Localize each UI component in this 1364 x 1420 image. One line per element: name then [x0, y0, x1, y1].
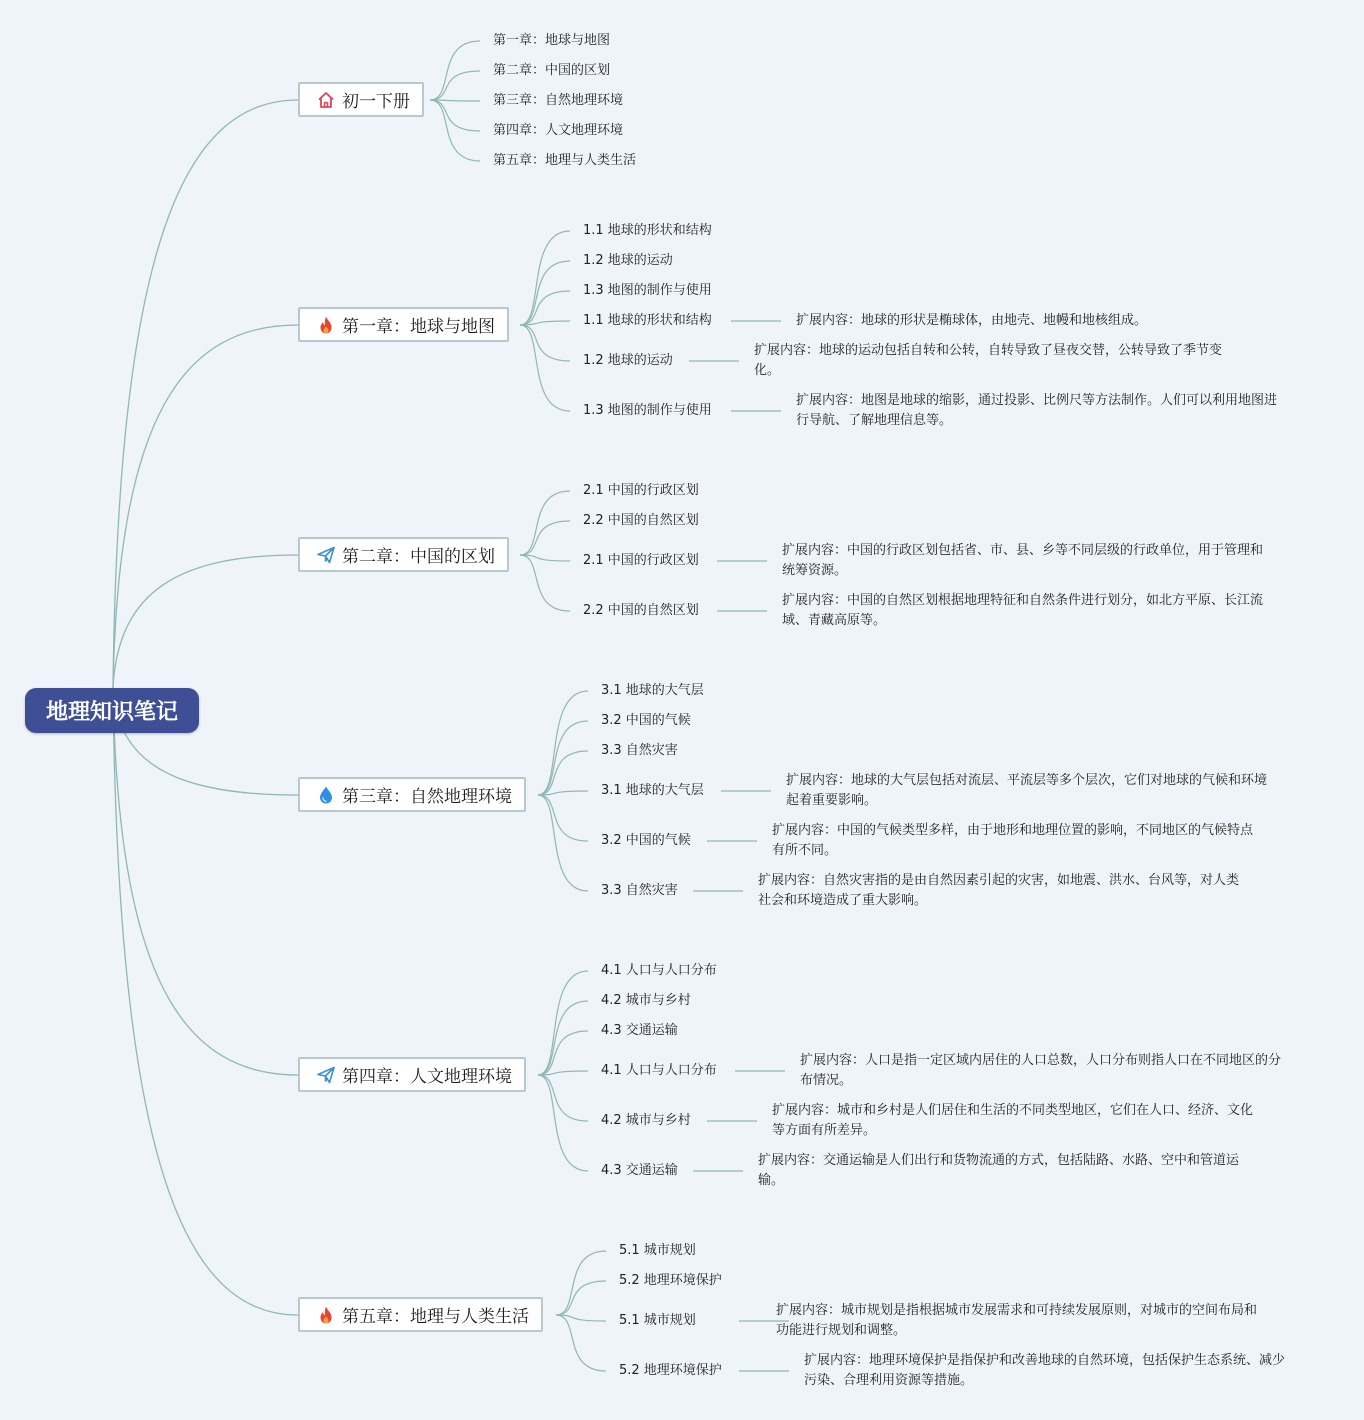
topic-item[interactable]: 4.1 人口与人口分布 [601, 963, 717, 978]
topic-item[interactable]: 第四章：人文地理环境 [493, 123, 624, 138]
home-icon [316, 90, 336, 110]
fire-icon [316, 1305, 336, 1325]
extension-note[interactable]: 扩展内容：中国的自然区划根据地理特征和自然条件进行划分，如北方平原、长江流域、青藏高原等。 [782, 593, 1264, 628]
extension-note[interactable]: 扩展内容：中国的气候类型多样，由于地形和地理位置的影响，不同地区的气候特点有所不同。 [772, 823, 1254, 858]
topic-item[interactable]: 1.1 地球的形状和结构 [583, 223, 712, 238]
topic-connector [520, 261, 570, 325]
extension-note[interactable]: 扩展内容：中国的行政区划包括省、市、县、乡等不同层级的行政单位，用于管理和统筹资源。 [782, 543, 1264, 578]
topic-connector [538, 1075, 588, 1121]
topic-item[interactable]: 3.3 自然灾害 [601, 743, 678, 758]
detail-topic[interactable]: 3.1 地球的大气层 [601, 783, 704, 798]
branch-label: 第一章：地球与地图 [342, 317, 495, 337]
topic-connector [520, 555, 570, 611]
branch-chapter-3[interactable] [298, 777, 526, 812]
branch-connector [113, 688, 298, 1075]
branch-connector [113, 555, 298, 688]
detail-topic[interactable]: 4.1 人口与人口分布 [601, 1063, 717, 1078]
topic-connector [556, 1251, 606, 1315]
detail-topic[interactable]: 5.2 地理环境保护 [619, 1363, 722, 1378]
topic-connector [520, 491, 570, 555]
extension-note[interactable]: 扩展内容：城市和乡村是人们居住和生活的不同类型地区，它们在人口、经济、文化等方面有所差异。 [772, 1103, 1254, 1138]
paper-plane-icon [316, 545, 336, 565]
root-topic[interactable]: 地理知识笔记 [25, 688, 199, 733]
extension-note[interactable]: 扩展内容：交通运输是人们出行和货物流通的方式，包括陆路、水路、空中和管道运输。 [758, 1153, 1240, 1188]
topic-item[interactable]: 5.1 城市规划 [619, 1243, 696, 1258]
topic-item[interactable]: 3.2 中国的气候 [601, 713, 691, 728]
topic-connector [520, 231, 570, 325]
detail-topic[interactable]: 1.3 地图的制作与使用 [583, 403, 712, 418]
branch-chapter-1[interactable] [298, 307, 509, 342]
detail-topic[interactable]: 3.3 自然灾害 [601, 883, 678, 898]
branch-label: 第五章：地理与人类生活 [342, 1307, 529, 1327]
detail-topic[interactable]: 1.1 地球的形状和结构 [583, 313, 712, 328]
fire-icon [316, 315, 336, 335]
topic-connector [538, 795, 588, 891]
topic-connector [538, 721, 588, 795]
detail-topic[interactable]: 2.2 中国的自然区划 [583, 603, 699, 618]
branch-connector [113, 688, 298, 1315]
topic-connector [538, 1075, 588, 1171]
branch-label: 第二章：中国的区划 [342, 547, 495, 567]
topic-connector [430, 100, 480, 131]
topic-connector [538, 751, 588, 795]
topic-connector [556, 1281, 606, 1315]
paper-plane-icon [316, 1065, 336, 1085]
extension-note[interactable]: 扩展内容：地球的运动包括自转和公转，自转导致了昼夜交替，公转导致了季节变化。 [754, 343, 1223, 378]
detail-topic[interactable]: 2.1 中国的行政区划 [583, 553, 699, 568]
topic-connector [538, 795, 588, 841]
extension-note[interactable]: 扩展内容：地球的大气层包括对流层、平流层等多个层次，它们对地球的气候和环境起着重要影响。 [786, 773, 1268, 808]
topic-item[interactable]: 第五章：地理与人类生活 [493, 153, 637, 168]
extension-note[interactable]: 扩展内容：地理环境保护是指保护和改善地球的自然环境，包括保护生态系统、减少污染、合理利用资源等措施。 [804, 1353, 1286, 1388]
topic-connector [538, 691, 588, 795]
topic-item[interactable]: 第三章：自然地理环境 [493, 93, 624, 108]
branch-label: 初一下册 [342, 92, 410, 112]
topic-connector [538, 971, 588, 1075]
topic-connector [520, 325, 570, 411]
branch-connector [113, 100, 298, 688]
topic-connector [538, 1001, 588, 1075]
detail-topic[interactable]: 1.2 地球的运动 [583, 353, 673, 368]
topic-item[interactable]: 1.3 地图的制作与使用 [583, 283, 712, 298]
topic-connector [430, 41, 480, 100]
topic-item[interactable]: 2.1 中国的行政区划 [583, 483, 699, 498]
extension-note[interactable]: 扩展内容：地图是地球的缩影，通过投影、比例尺等方法制作。人们可以利用地图进行导航、了解地理信息等。 [796, 393, 1278, 428]
extension-note[interactable]: 扩展内容：自然灾害指的是由自然因素引起的灾害，如地震、洪水、台风等，对人类社会和环境造成了重大影响。 [758, 873, 1240, 908]
branch-label: 第三章：自然地理环境 [342, 787, 512, 807]
branch-chapter-5[interactable] [298, 1297, 543, 1332]
topic-item[interactable]: 4.2 城市与乡村 [601, 993, 691, 1008]
detail-topic[interactable]: 4.2 城市与乡村 [601, 1113, 691, 1128]
topic-item[interactable]: 第一章：地球与地图 [493, 33, 611, 48]
extension-note[interactable]: 扩展内容：城市规划是指根据城市发展需求和可持续发展原则，对城市的空间布局和功能进行规划和调整。 [776, 1303, 1258, 1338]
branch-chapter-2[interactable] [298, 537, 509, 572]
topic-item[interactable]: 4.3 交通运输 [601, 1023, 678, 1038]
topic-connector [556, 1315, 606, 1371]
topic-connector [538, 1031, 588, 1075]
extension-note[interactable]: 扩展内容：人口是指一定区域内居住的人口总数，人口分布则指人口在不同地区的分布情况。 [800, 1053, 1282, 1088]
topic-item[interactable]: 第二章：中国的区划 [493, 63, 611, 78]
branch-chapter-4[interactable] [298, 1057, 526, 1092]
topic-connector [520, 521, 570, 555]
branch-connector [113, 325, 298, 688]
detail-topic[interactable]: 3.2 中国的气候 [601, 833, 691, 848]
topic-item[interactable]: 3.1 地球的大气层 [601, 683, 704, 698]
topic-item[interactable]: 2.2 中国的自然区划 [583, 513, 699, 528]
branch-label: 第四章：人文地理环境 [342, 1067, 512, 1087]
topic-connector [430, 71, 480, 100]
topic-item[interactable]: 1.2 地球的运动 [583, 253, 673, 268]
topic-connector [520, 325, 570, 361]
water-drop-icon [316, 785, 336, 805]
detail-topic[interactable]: 5.1 城市规划 [619, 1313, 696, 1328]
extension-note[interactable]: 扩展内容：地球的形状是椭球体，由地壳、地幔和地核组成。 [796, 313, 1148, 328]
detail-topic[interactable]: 4.3 交通运输 [601, 1163, 678, 1178]
topic-item[interactable]: 5.2 地理环境保护 [619, 1273, 722, 1288]
branch-grade7-volume2[interactable] [298, 82, 424, 117]
